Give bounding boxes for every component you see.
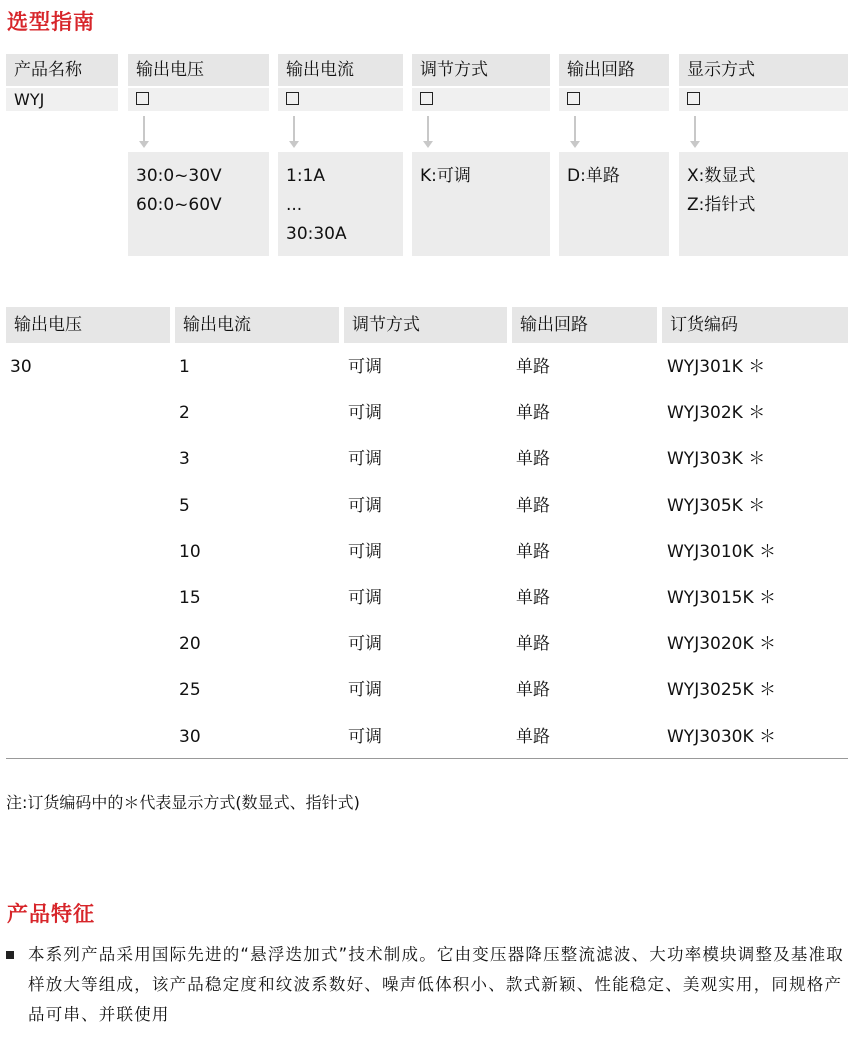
table-row	[6, 714, 848, 760]
table-cell-circuit: 单路	[516, 680, 550, 701]
table-cell-current: 15	[179, 588, 201, 608]
table-cell-current: 1	[179, 357, 190, 377]
table-cell-current: 10	[179, 541, 201, 562]
selection-column-header: 产品名称	[6, 54, 118, 86]
option-box	[278, 152, 403, 256]
selection-column-header: 显示方式	[679, 54, 848, 86]
table-cell-mode: 可调	[348, 403, 382, 424]
option-item: X:数显式	[687, 166, 756, 186]
down-arrow-icon	[293, 116, 295, 142]
option-item: 1:1A	[286, 166, 325, 186]
down-arrow-icon	[427, 116, 429, 142]
code-placeholder-row	[278, 88, 403, 111]
selection-column	[6, 54, 118, 111]
table-row	[6, 390, 848, 436]
table-bottom-rule	[6, 758, 848, 759]
table-cell-voltage: 30	[10, 357, 32, 377]
checkbox-square-icon	[286, 92, 299, 105]
selection-column-header: 调节方式	[412, 54, 550, 86]
option-item: 60:0~60V	[136, 195, 222, 215]
table-cell-code: WYJ3030K ＊	[667, 726, 777, 747]
selection-column	[278, 54, 403, 111]
table-cell-mode: 可调	[348, 449, 382, 470]
table-header-cell: 输出回路	[512, 307, 657, 343]
down-arrow-icon	[143, 116, 145, 142]
table-cell-circuit: 单路	[516, 588, 550, 608]
selection-column-header: 输出电压	[128, 54, 269, 86]
table-cell-circuit: 单路	[516, 403, 550, 424]
option-item: D:单路	[567, 166, 620, 186]
option-item: 30:0~30V	[136, 166, 222, 186]
option-item: Z:指针式	[687, 195, 756, 215]
features-title: 产品特征	[7, 902, 95, 926]
table-cell-mode: 可调	[348, 726, 382, 747]
down-arrow-icon	[694, 116, 696, 142]
table-cell-circuit: 单路	[516, 726, 550, 747]
table-cell-code: WYJ305K ＊	[667, 495, 766, 516]
table-cell-code: WYJ302K ＊	[667, 403, 766, 424]
table-row	[6, 667, 848, 713]
table-cell-code: WYJ3010K ＊	[667, 541, 777, 562]
table-cell-code: WYJ3025K ＊	[667, 680, 777, 701]
table-cell-circuit: 单路	[516, 541, 550, 562]
selection-column-header: 输出电流	[278, 54, 403, 86]
table-cell-current: 25	[179, 680, 201, 701]
selection-guide-title: 选型指南	[7, 10, 95, 34]
option-box	[412, 152, 550, 256]
table-header-cell: 订货编码	[662, 307, 848, 343]
table-row	[6, 483, 848, 529]
table-cell-code: WYJ303K ＊	[667, 449, 766, 470]
checkbox-square-icon	[136, 92, 149, 105]
checkbox-square-icon	[420, 92, 433, 105]
option-box	[128, 152, 269, 256]
feature-item	[6, 940, 848, 1030]
table-cell-mode: 可调	[348, 680, 382, 701]
option-item: K:可调	[420, 166, 471, 186]
selection-column	[679, 54, 848, 111]
table-header-cell: 输出电流	[175, 307, 339, 343]
bullet-icon	[6, 951, 14, 959]
code-placeholder-row	[679, 88, 848, 111]
table-cell-mode: 可调	[348, 634, 382, 655]
table-row	[6, 621, 848, 667]
table-cell-current: 2	[179, 403, 190, 424]
table-cell-current: 30	[179, 726, 201, 747]
table-cell-mode: 可调	[348, 541, 382, 562]
option-box	[559, 152, 669, 256]
checkbox-square-icon	[567, 92, 580, 105]
selection-column	[412, 54, 550, 111]
table-cell-code: WYJ3015K ＊	[667, 588, 777, 608]
table-note: 注:订货编码中的＊代表显示方式(数显式、指针式)	[6, 793, 360, 812]
product-code: WYJ	[6, 88, 118, 111]
checkbox-square-icon	[687, 92, 700, 105]
selection-column	[559, 54, 669, 111]
feature-text: 本系列产品采用国际先进的“悬浮迭加式”技术制成。它由变压器降压整流滤波、大功率模块调整及基准取样放大等组成，该产品稳定度和纹波系数好、噪声低体积小、款式新颖、性能稳定、美观实用，同规格产品可串、并联使用	[28, 945, 844, 1024]
table-header-cell: 调节方式	[344, 307, 507, 343]
table-cell-mode: 可调	[348, 495, 382, 516]
down-arrow-icon	[574, 116, 576, 142]
table-cell-circuit: 单路	[516, 357, 550, 377]
table-row	[6, 529, 848, 575]
table-row	[6, 344, 848, 390]
table-row	[6, 575, 848, 621]
table-row	[6, 436, 848, 482]
option-box	[679, 152, 848, 256]
table-cell-code: WYJ3020K ＊	[667, 634, 777, 655]
table-cell-mode: 可调	[348, 588, 382, 608]
table-header-cell: 输出电压	[6, 307, 170, 343]
table-cell-current: 20	[179, 634, 201, 655]
table-cell-circuit: 单路	[516, 449, 550, 470]
code-placeholder-row	[559, 88, 669, 111]
code-placeholder-row	[128, 88, 269, 111]
table-cell-current: 3	[179, 449, 190, 470]
table-cell-current: 5	[179, 495, 190, 516]
selection-column	[128, 54, 269, 111]
table-cell-circuit: 单路	[516, 495, 550, 516]
table-cell-circuit: 单路	[516, 634, 550, 655]
table-cell-mode: 可调	[348, 357, 382, 377]
option-item: 30:30A	[286, 224, 347, 244]
option-item: ...	[286, 195, 303, 215]
code-placeholder-row	[412, 88, 550, 111]
selection-column-header: 输出回路	[559, 54, 669, 86]
table-cell-code: WYJ301K ＊	[667, 357, 766, 377]
